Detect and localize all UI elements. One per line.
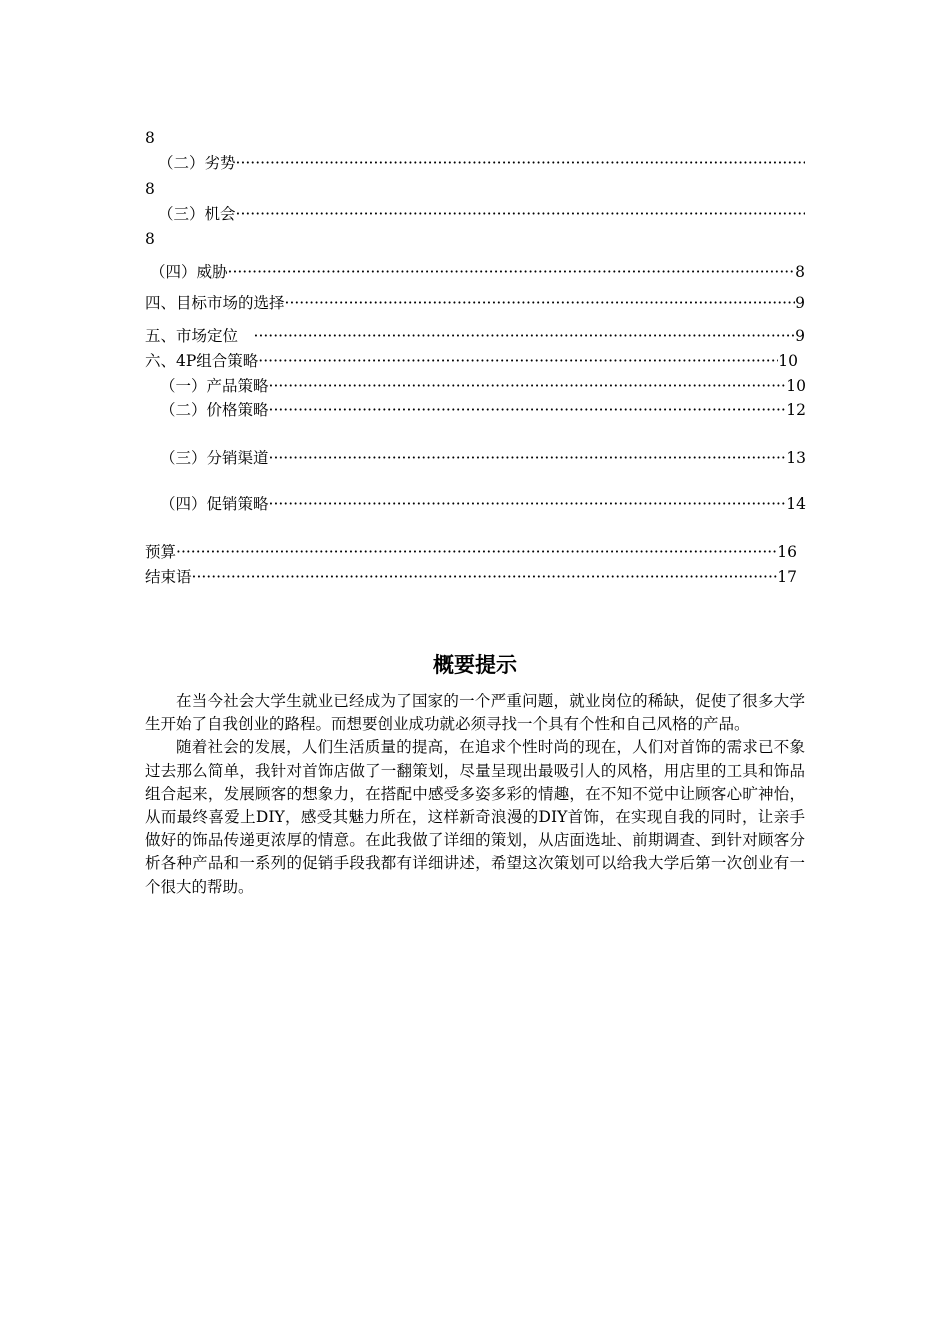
toc-entry-label: （三）分销渠道 (160, 449, 269, 467)
toc-entry-page: 17 (777, 568, 797, 586)
toc-entry-page: 12 (786, 401, 806, 419)
toc-leader-dots (258, 351, 778, 371)
toc-entry-label: 预算 (145, 543, 177, 561)
toc-entry-label: 六、4P组合策略 (145, 352, 259, 370)
toc-entry[interactable] (158, 204, 805, 224)
toc-entry-page: 8 (145, 180, 155, 198)
toc-leader-dots (269, 376, 787, 396)
summary-paragraph: 随着社会的发展，人们生活质量的提高，在追求个性时尚的现在，人们对首饰的需求已不象过去那么简单，我针对首饰店做了一翻策划，尽量呈现出最吸引人的风格，用店里的工具和饰品组合起来，发展顾客的想象力，在搭配中感受多姿多彩的情趣，在不知不觉中让顾客心旷神怡，从而最终喜爱上DIY，感受其魅力所在，这样新奇浪漫的DIY首饰，在实现自我的同时，让亲手做好的饰品传递更浓厚的情意。在此我做了详细的策划，从店面选址、前期调查、到针对顾客分析各种产品和一系列的促销手段我都有详细讲述，希望这次策划可以给我大学后第一次创业有一个很大的帮助。 (145, 738, 805, 896)
toc-entry[interactable] (160, 376, 806, 396)
toc-entry[interactable] (160, 448, 806, 468)
toc-leader-dots (254, 326, 796, 346)
toc-entry[interactable] (145, 567, 797, 587)
toc-leader-dots (285, 293, 796, 313)
toc-entry[interactable] (145, 293, 805, 313)
toc-entry-page: 9 (795, 294, 805, 312)
summary-body (145, 690, 805, 899)
toc-leader-dots (236, 204, 805, 224)
toc-entry-label: （一）产品策略 (160, 377, 269, 395)
toc-entry[interactable] (160, 400, 806, 420)
toc-leader-dots (236, 153, 805, 173)
toc-entry-page: 8 (795, 263, 805, 281)
toc-entry-page: 16 (777, 543, 797, 561)
toc-leader-dots (228, 262, 796, 282)
toc-entry-page: 8 (145, 230, 155, 248)
toc-entry-label: （四）威胁 (150, 263, 228, 281)
toc-leader-dots (269, 400, 787, 420)
toc-entry-page: 13 (786, 449, 806, 467)
toc-entry[interactable] (158, 153, 805, 173)
summary-title: 概要提示 (433, 653, 517, 677)
toc-entry-label: 结束语 (145, 568, 192, 586)
toc-leader-dots (269, 494, 787, 514)
toc-entry-page: 10 (786, 377, 806, 395)
toc-leader-dots (269, 448, 787, 468)
toc-entry[interactable] (145, 351, 798, 371)
summary-paragraph: 在当今社会大学生就业已经成为了国家的一个严重问题，就业岗位的稀缺，促使了很多大学生开始了自我创业的路程。而想要创业成功就必须寻找一个具有个性和自己风格的产品。 (145, 692, 805, 734)
toc-leader-dots (176, 542, 777, 562)
toc-entry-page: 10 (778, 352, 798, 370)
toc-entry-label: 五、市场定位 (145, 327, 254, 345)
toc-entry[interactable] (145, 542, 797, 562)
toc-entry-label: （三）机会 (158, 205, 236, 223)
toc-entry-page: 9 (795, 327, 805, 345)
toc-leader-dots (192, 567, 778, 587)
toc-entry[interactable] (150, 262, 805, 282)
toc-entry-label: （四）促销策略 (160, 495, 269, 513)
toc-entry-label: 四、目标市场的选择 (145, 294, 285, 312)
toc-entry-label: （二）价格策略 (160, 401, 269, 419)
toc-entry-page: 14 (786, 495, 806, 513)
toc-page-number: 8 (145, 129, 155, 147)
toc-entry[interactable] (145, 326, 805, 346)
toc-entry[interactable] (160, 494, 806, 514)
toc-entry-label: （二）劣势 (158, 154, 236, 172)
